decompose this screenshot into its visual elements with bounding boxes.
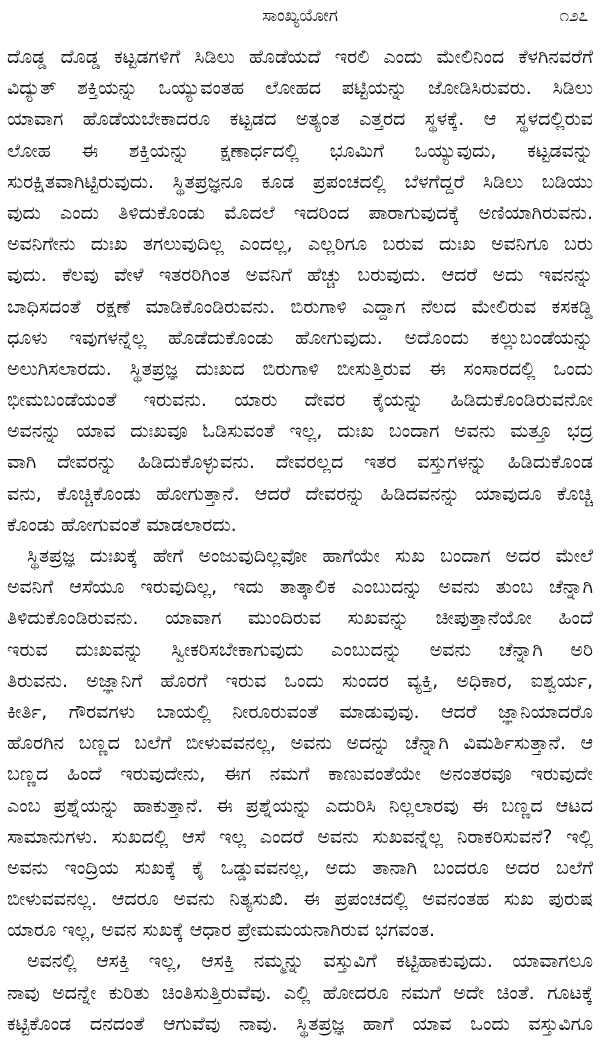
text-line: ಅವನಲ್ಲಿ ಆಸಕ್ತಿ ಇಲ್ಲ, ಆಸಕ್ತಿ ನಮ್ಮನ್ನು ವಸ್ತುವಿಗೆ ಕಟ್ಟಿಹಾಕುವುದು. ಯಾವಾಗಲೂ — [27, 950, 593, 973]
text-line: ಕೊಂಡು ಹೋಗುವಂತೆ ಮಾಡಲಾರದು. — [7, 513, 237, 536]
text-line: ಅವನು ಇಂದ್ರಿಯ ಸುಖಕ್ಕೆ ಕೈ ಒಡ್ಡುವವನಲ್ಲ, ಅದು ತಾನಾಗಿ ಬಂದರೂ ಅದರ ಬಲೆಗೆ — [7, 856, 593, 879]
text-line: ಲೋಹ ಈ ಶಕ್ತಿಯನ್ನು ಕ್ಷಣಾರ್ಧದಲ್ಲಿ ಭೂಮಿಗೆ ಒಯ್ಯುವುದು, ಕಟ್ಟಡವನ್ನು — [7, 139, 593, 162]
text-line: ಸ್ಥಿತಪ್ರಜ್ಞ ದುಃಖಕ್ಕೆ ಹೇಗೆ ಅಂಜುವುದಿಲ್ಲವೋ ಹಾಗೆಯೇ ಸುಖ ಬಂದಾಗ ಅದರ ಮೇಲೆ — [27, 545, 593, 567]
paragraph — [7, 541, 593, 946]
text-line: ವನು, ಕೊಚ್ಚಿಕೊಂಡು ಹೋಗುತ್ತಾನೆ. ಆದರೆ ದೇವರನ್ನು ಹಿಡಿದವನನ್ನು ಯಾವುದೂ ಕೊಚ್ಚಿ — [7, 482, 593, 505]
text-line: ಸುರಕ್ಷಿತವಾಗಿಟ್ಟಿರುವುದು. ಸ್ಥಿತಪ್ರಜ್ಞನೂ ಕೂಡ ಪ್ರಪಂಚದಲ್ಲಿ ಬೆಳಗೆದ್ದರೆ ಸಿಡಿಲು ಬಡಿಯು — [7, 170, 593, 193]
text-line: ಕಟ್ಟಿಕೊಂಡ ದನದಂತೆ ಆಗುವೆವು ನಾವು. ಸ್ಥಿತಪ್ರಜ್ಞ ಹಾಗೆ ಯಾವ ಒಂದು ವಸ್ತುವಿಗೂ — [7, 1012, 593, 1035]
text-line: ಯಾವಾಗ ಹೊಡೆಯಬೇಕಾದರೂ ಕಟ್ಟಡದ ಅತ್ಯಂತ ಎತ್ತರದ ಸ್ಥಳಕ್ಕೆ. ಆ ಸ್ಥಳದಲ್ಲಿರುವ — [7, 108, 593, 131]
text-line: ಬೀಳುವವನಲ್ಲ. ಆದರೂ ಅವನು ನಿತ್ಯಸುಖಿ. ಈ ಪ್ರಪಂಚದಲ್ಲಿ ಅವನಂತಹ ಸುಖ ಪುರುಷ — [7, 888, 593, 911]
text-line: ಹೊರಗಿನ ಬಣ್ಣದ ಬಲೆಗೆ ಬೀಳುವವನಲ್ಲ, ಅವನು ಅದನ್ನು ಚೆನ್ನಾಗಿ ವಿಮರ್ಶಿಸುತ್ತಾನೆ. ಆ — [7, 732, 593, 755]
text-line: ಅವನಿಗೇನು ದುಃಖ ತಗಲುವುದಿಲ್ಲ ಎಂದಲ್ಲ, ಎಲ್ಲರಿಗೂ ಬರುವ ದುಃಖ ಅವನಿಗೂ ಬರು — [7, 233, 593, 256]
page-header — [0, 0, 600, 34]
text-line: ಅವನನ್ನು ಯಾವ ದುಃಖವೂ ಓಡಿಸುವಂತೆ ಇಲ್ಲ, ದುಃಖ ಬಂದಾಗ ಅವನು ಮತ್ತೂ ಭದ್ರ — [7, 420, 593, 443]
text-line: ಕೀರ್ತಿ, ಗೌರವಗಳು ಬಾಯಲ್ಲಿ ನೀರೂರುವಂತೆ ಮಾಡುವುವು. ಆದರೆ ಜ್ಞಾನಿಯಾದರೊ — [7, 700, 593, 723]
text-line: ತಿರುವನು. ಅಜ್ಞಾನಿಗೆ ಹೊರಗೆ ಇರುವ ಒಂದು ಸುಂದರ ವ್ಯಕ್ತಿ, ಅಧಿಕಾರ, ಐಶ್ವರ್ಯ, — [7, 669, 593, 692]
text-line: ನಾವು ಅದನ್ನೇ ಕುರಿತು ಚಿಂತಿಸುತ್ತಿರುವೆವು. ಎಲ್ಲಿ ಹೋದರೂ ನಮಗೆ ಅದೇ ಚಿಂತೆ. ಗೂಟಕ್ಕೆ — [7, 981, 593, 1004]
text-line: ಭೀಮಬಂಡೆಯಂತೆ ಇರುವನು. ಯಾರು ದೇವರ ಕೈಯನ್ನು ಹಿಡಿದುಕೊಂಡಿರುವನೋ — [7, 389, 593, 412]
text-line: ಯಾರೂ ಇಲ್ಲ, ಅವನ ಸುಖಕ್ಕೆ ಆಧಾರ ಪ್ರೇಮಮಯನಾಗಿರುವ ಭಗವಂತ. — [7, 919, 436, 942]
page-number: ೧೨೭ — [559, 6, 588, 26]
text-line: ವುದು ಎಂದು ತಿಳಿದುಕೊಂಡು ಮೊದಲೆ ಇದರಿಂದ ಪಾರಾಗುವುದಕ್ಕೆ ಅಣಿಯಾಗಿರುವನು. — [7, 201, 593, 224]
running-title: ಸಾಂಖ್ಯಯೋಗ — [262, 6, 338, 26]
paragraph — [7, 946, 593, 1040]
text-line: ತಿಳಿದುಕೊಂಡಿರುವನು. ಯಾವಾಗ ಮುಂದಿರುವ ಸುಖವನ್ನು ಚೀಪುತ್ತಾನೆಯೋ ಹಿಂದೆ — [7, 607, 593, 630]
text-line: ಅಲುಗಿಸಲಾರದು. ಸ್ಥಿತಪ್ರಜ್ಞ ದುಃಖದ ಬಿರುಗಾಳಿ ಬೀಸುತ್ತಿರುವ ಈ ಸಂಸಾರದಲ್ಲಿ ಒಂದು — [7, 357, 593, 380]
text-line: ದೊಡ್ಡ ದೊಡ್ಡ ಕಟ್ಟಡಗಳಿಗೆ ಸಿಡಿಲು ಹೊಡೆಯದೆ ಇರಲಿ ಎಂದು ಮೇಲಿನಿಂದ ಕೆಳಗಿನವರೆಗೆ — [7, 46, 593, 68]
text-line: ಬಾಧಿಸದಂತೆ ರಕ್ಷಣೆ ಮಾಡಿಕೊಂಡಿರುವನು. ಬಿರುಗಾಳಿ ಎದ್ದಾಗ ನೆಲದ ಮೇಲಿರುವ ಕಸಕಡ್ಡಿ — [7, 295, 593, 318]
text-line: ಸಾಮಾನುಗಳು. ಸುಖದಲ್ಲಿ ಆಸೆ ಇಲ್ಲ ಎಂದರೆ ಅವನು ಸುಖವನ್ನೆಲ್ಲ ನಿರಾಕರಿಸುವನೆ? ಇಲ್ಲಿ — [7, 825, 593, 848]
text-line: ವಿದ್ಯುತ್ ಶಕ್ತಿಯನ್ನು ಒಯ್ಯುವಂತಹ ಲೋಹದ ಪಟ್ಟಿಯನ್ನು ಜೋಡಿಸಿರುವರು. ಸಿಡಿಲು — [7, 77, 593, 100]
text-line: ಎಂಬ ಪ್ರಶ್ನೆಯನ್ನು ಹಾಕುತ್ತಾನೆ. ಈ ಪ್ರಶ್ನೆಯನ್ನು ಎದುರಿಸಿ ನಿಲ್ಲಲಾರವು ಈ ಬಣ್ಣದ ಆಟದ — [7, 794, 593, 817]
text-line: ಇರುವ ದುಃಖವನ್ನು ಸ್ವೀಕರಿಸಬೇಕಾಗುವುದು ಎಂಬುದನ್ನು ಅವನು ಚೆನ್ನಾಗಿ ಅರಿ — [7, 638, 593, 661]
text-line: ವುದು. ಕೆಲವು ವೇಳೆ ಇತರರಿಗಿಂತ ಅವನಿಗೆ ಹೆಚ್ಚು ಬರುವುದು. ಆದರೆ ಅದು ಇವನನ್ನು — [7, 264, 593, 287]
text-line: ಬಣ್ಣದ ಹಿಂದೆ ಇರುವುದೇನು, ಈಗ ನಮಗೆ ಕಾಣುವಂತೆಯೇ ಅನಂತರವೂ ಇರುವುದೇ — [7, 763, 593, 786]
text-line: ವಾಗಿ ದೇವರನ್ನು ಹಿಡಿದುಕೊಳ್ಳುವನು. ದೇವರಲ್ಲದ ಇತರ ವಸ್ತುಗಳನ್ನು ಹಿಡಿದುಕೊಂಡ — [7, 451, 593, 474]
paragraph — [7, 42, 593, 541]
text-line: ಧೂಳು ಇವುಗಳನ್ನೆಲ್ಲ ಹೊಡೆದುಕೊಂಡು ಹೋಗುವುದು. ಅದೊಂದು ಕಲ್ಲುಬಂಡೆಯನ್ನು — [7, 326, 593, 349]
text-line: ಅವನಿಗೆ ಆಸೆಯೂ ಇರುವುದಿಲ್ಲ, ಇದು ತಾತ್ಕಾಲಿಕ ಎಂಬುದನ್ನು ಅವನು ತುಂಬ ಚೆನ್ನಾಗಿ — [7, 576, 593, 599]
body-text — [7, 42, 593, 1040]
